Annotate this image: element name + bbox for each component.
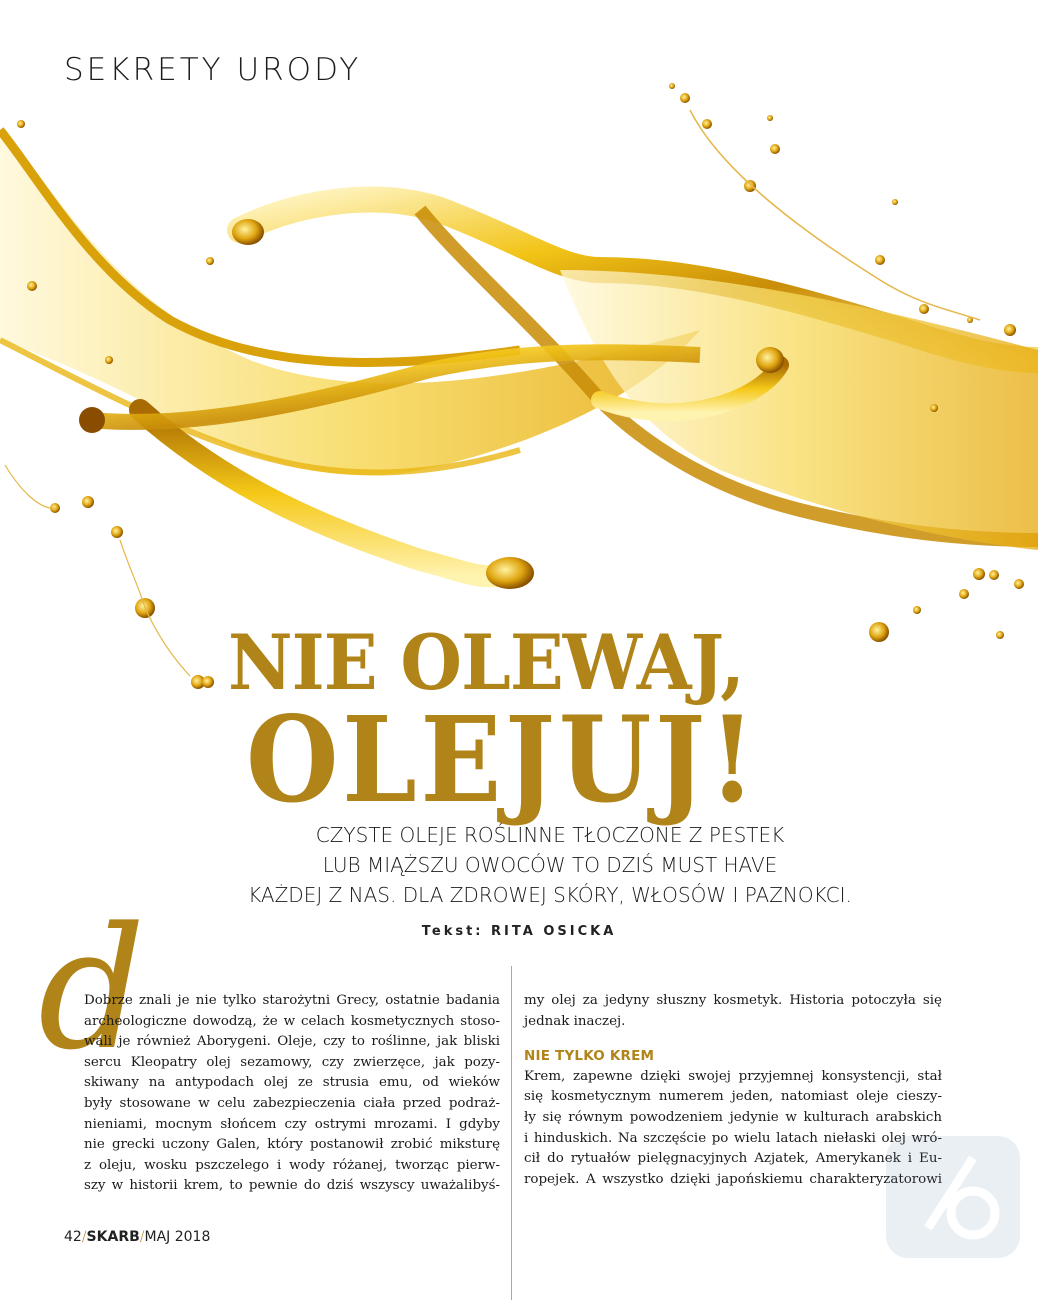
page-folio	[64, 1229, 210, 1245]
article-column-left	[84, 991, 500, 1197]
text-line: nie grecki uczony Galen, który postanowił zrobić miksturę	[84, 1137, 500, 1153]
text-line: sercu Kleopatry olej sezamowy, czy zwierzęce, jak pozy-	[84, 1054, 500, 1070]
subheading: NIE TYLKO KREM	[524, 1048, 655, 1065]
magazine-name: SKARB	[86, 1229, 140, 1245]
page-number: 42	[64, 1229, 82, 1245]
issue-date: MAJ 2018	[144, 1229, 211, 1245]
headline-line-2: OLEJUJ!	[246, 690, 760, 829]
lead-paragraph	[160, 820, 940, 910]
text-line: i hinduskich. Na szczęście po wielu latach niełaski olej wró-	[524, 1130, 942, 1146]
byline-author: RITA OSICKA	[491, 924, 617, 939]
headline-line-1: NIE OLEWAJ,	[228, 618, 744, 707]
watermark-logo-icon	[878, 1128, 1028, 1266]
section-label: SEKRETY URODY	[64, 52, 362, 88]
text-line: Krem, zapewne dzięki swojej przyjemnej konsystencji, stał	[524, 1068, 942, 1084]
text-line: ły się równym powodzeniem jedynie w kulturach arabskich	[524, 1109, 942, 1125]
text-line: Dobrze znali je nie tylko starożytni Grecy, ostatnie badania	[84, 993, 500, 1008]
text-line: archeologiczne dowodzą, że w celach kosmetycznych stoso-	[84, 1013, 500, 1029]
folio-separator: /	[139, 1229, 145, 1245]
text-line: z oleju, wosku pszczelego i wody różanej, tworząc pierw-	[84, 1157, 500, 1173]
text-line: skiwany na antypodach olej ze strusia emu, od wieków	[84, 1075, 500, 1091]
text-line: szy w historii krem, to pewnie do dziś wszyscy uważalibyś-	[84, 1178, 500, 1194]
text-line: jednak inaczej.	[524, 1013, 626, 1029]
byline	[0, 924, 1038, 939]
text-line: były stosowane w celu zabezpieczenia ciała przed podraż-	[84, 1095, 500, 1111]
lead-line: CZYSTE OLEJE ROŚLINNE TŁOCZONE Z PESTEK	[315, 823, 785, 847]
column-divider	[511, 966, 512, 1300]
folio-separator: /	[81, 1229, 87, 1245]
text-line: my olej za jedyny słuszny kosmetyk. Historia potoczyła się	[524, 993, 942, 1008]
text-line: ropejek. A wszystko dzięki japońskiemu charakteryzatorowi	[524, 1171, 942, 1187]
text-line: się kosmetycznym numerem jeden, natomiast oleje cieszy-	[524, 1089, 942, 1105]
lead-line: KAŻDEJ Z NAS. DLA ZDROWEJ SKÓRY, WŁOSÓW I PAZNOKCI.	[248, 883, 852, 907]
drop-cap: d	[38, 891, 146, 1087]
lead-line: LUB MIĄŻSZU OWOCÓW TO DZIŚ MUST HAVE	[322, 853, 778, 877]
text-line: cił do rytuałów pielęgnacyjnych Azjatek, Amerykanek i Eu-	[524, 1151, 942, 1167]
byline-prefix: Tekst:	[421, 924, 484, 939]
oil-splash-image	[0, 70, 1038, 710]
text-line: wali je również Aborygeni. Oleje, czy to roślinne, jak bliski	[84, 1034, 500, 1050]
text-line: nieniami, mocnym słońcem czy ostrymi mrozami. I gdyby	[84, 1116, 500, 1132]
